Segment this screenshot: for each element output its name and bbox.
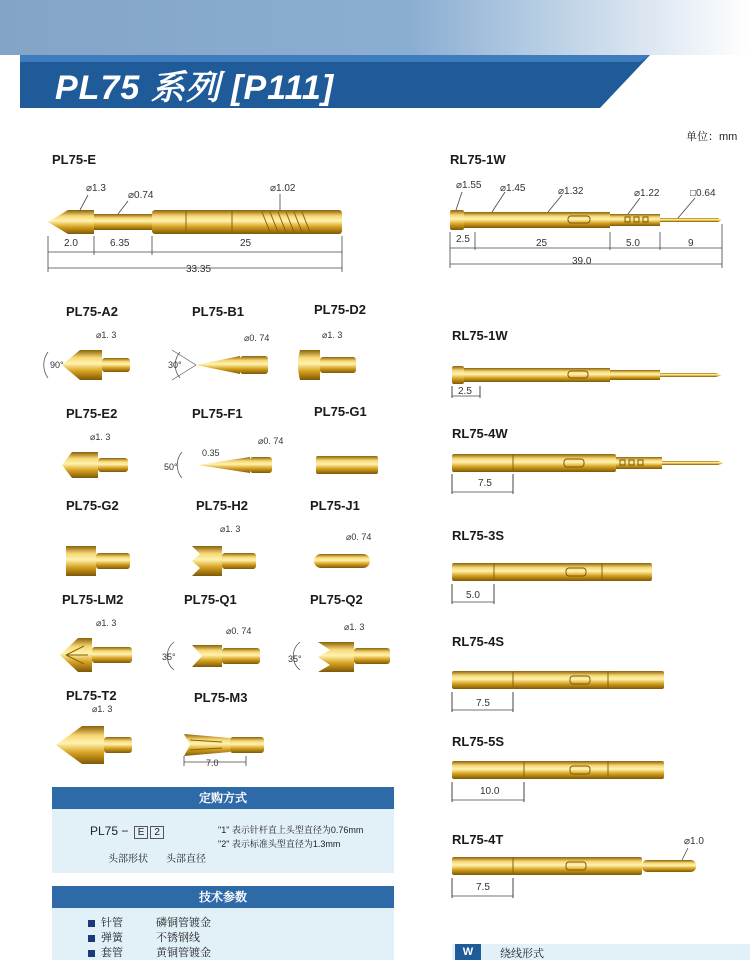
tip-m3 (184, 734, 264, 766)
rec-5s-dim: 10.0 (480, 786, 500, 797)
wiring-tag: W (455, 944, 481, 960)
tip-g2-label: PL75-G2 (66, 498, 119, 513)
order-cap1: 头部形状 (108, 854, 148, 865)
tip-f1-dim: ⌀0. 74 (258, 436, 284, 446)
tip-f1-label: PL75-F1 (192, 406, 243, 421)
tip-b1-angle: 30° (168, 360, 182, 370)
order-code-e: E (134, 826, 149, 839)
tip-g1-label: PL75-G1 (314, 404, 367, 419)
spec-value: 磷铜管镀金 (156, 917, 211, 929)
tip-f1 (177, 452, 272, 478)
rl75-1w-d5: □0.64 (690, 188, 716, 199)
tip-d2 (298, 350, 356, 380)
pl75e-len-total: 33.35 (186, 264, 212, 275)
pl75e-len-body: 25 (240, 238, 252, 249)
tip-a2-angle: 90° (50, 360, 64, 370)
rec-5s-label: RL75-5S (452, 734, 505, 749)
rl75-1w-l1: 2.5 (456, 234, 470, 245)
tip-a2-dim: ⌀1. 3 (96, 330, 117, 340)
rec-4w-label: RL75-4W (452, 426, 508, 441)
tip-a2-label: PL75-A2 (66, 304, 119, 319)
pl75e-label: PL75-E (52, 152, 97, 167)
tip-lm2-label: PL75-LM2 (62, 592, 124, 607)
tip-e2-label: PL75-E2 (66, 406, 118, 421)
rec-4t-dim2: ⌀1.0 (684, 836, 704, 847)
rl75-1w-l4: 9 (688, 238, 694, 249)
tip-q2 (293, 642, 390, 672)
rl75-1w-d1: ⌀1.55 (456, 180, 482, 191)
tip-j1 (314, 554, 370, 568)
pl75e-d-tube: ⌀1.02 (270, 183, 296, 194)
tip-lm2-dim: ⌀1. 3 (96, 618, 117, 628)
tip-q2-angle: 35° (288, 654, 302, 664)
tip-b1 (172, 350, 268, 380)
rec-4w (452, 454, 724, 494)
rec-4t-label: RL75-4T (452, 832, 504, 847)
rl75-1w-top-label: RL75-1W (450, 152, 506, 167)
spec-row: 针管 (88, 914, 123, 930)
tip-f1-angle: 50° (164, 462, 178, 472)
tip-q1-dim: ⌀0. 74 (226, 626, 252, 636)
pl75e-len-mid: 6.35 (110, 238, 130, 249)
rec-3s (452, 563, 652, 604)
tip-g2 (66, 546, 130, 576)
order-note2: "2" 表示标准头型直径为1.3mm (218, 839, 341, 849)
order-code (90, 824, 164, 839)
tip-q2-dim: ⌀1. 3 (344, 622, 365, 632)
rec-4s-dim: 7.5 (476, 698, 490, 709)
tip-e2 (62, 452, 128, 478)
tip-m3-dim: 7.0 (206, 758, 219, 768)
tip-h2-dim: ⌀1. 3 (220, 524, 241, 534)
order-note1: "1" 表示针杆直上头型直径为0.76mm (218, 825, 364, 835)
rec-1w (452, 366, 722, 398)
rl75-1w-d2: ⌀1.45 (500, 183, 526, 194)
rec-1w-dim: 2.5 (458, 386, 472, 397)
tip-lm2 (60, 638, 132, 672)
tip-h2-label: PL75-H2 (196, 498, 249, 513)
tip-f1-dim2: 0.35 (202, 448, 220, 458)
tip-q1 (167, 642, 260, 670)
pl75e-d-barrel: ⌀0.74 (128, 190, 154, 201)
unit-label: 单位：mm (686, 131, 738, 143)
rec-3s-label: RL75-3S (452, 528, 505, 543)
spec-row: 弹簧 (88, 929, 123, 945)
page-title: PL75 系列 [P111] (55, 69, 335, 107)
order-code-prefix: PL75 − (90, 824, 129, 838)
tip-h2 (192, 546, 256, 576)
order-cap2: 头部直径 (166, 854, 206, 865)
rec-4t-dim: 7.5 (476, 882, 490, 893)
rl75-1w-total: 39.0 (572, 256, 592, 267)
rec-1w-label: RL75-1W (452, 328, 508, 343)
tip-d2-dim: ⌀1. 3 (322, 330, 343, 340)
order-panel-title: 定购方式 (52, 787, 394, 809)
tip-q1-angle: 35° (162, 652, 176, 662)
rl75-1w-l3: 5.0 (626, 238, 640, 249)
rl75-1w-d4: ⌀1.22 (634, 188, 660, 199)
wiring-bar (452, 944, 750, 960)
order-code-n: 2 (150, 826, 164, 839)
rec-3s-dim: 5.0 (466, 590, 480, 601)
tip-m3-label: PL75-M3 (194, 690, 248, 705)
tip-b1-dim: ⌀0. 74 (244, 333, 270, 343)
tip-q2-label: PL75-Q2 (310, 592, 363, 607)
rec-4s-label: RL75-4S (452, 634, 505, 649)
tip-t2-label: PL75-T2 (66, 688, 117, 703)
pl75e-probe (48, 210, 342, 234)
spec-value: 不锈钢线 (156, 932, 200, 944)
rl75-1w-l2: 25 (536, 238, 548, 249)
tip-j1-dim: ⌀0. 74 (346, 532, 372, 542)
rec-4w-dim: 7.5 (478, 478, 492, 489)
tip-t2 (56, 726, 132, 764)
tip-t2-dim: ⌀1. 3 (92, 704, 113, 714)
wiring-label: 绕线形式 (500, 948, 544, 960)
tip-j1-label: PL75-J1 (310, 498, 360, 513)
specs-panel-title: 技术参数 (52, 886, 394, 908)
spec-value: 黄铜管镀金 (156, 947, 211, 959)
tip-d2-label: PL75-D2 (314, 302, 367, 317)
tip-q1-label: PL75-Q1 (184, 592, 237, 607)
pl75e-d-tip: ⌀1.3 (86, 183, 106, 194)
tip-b1-label: PL75-B1 (192, 304, 245, 319)
tip-g1 (316, 456, 378, 474)
spec-row: 套管 (88, 944, 123, 960)
pl75e-len-tip: 2.0 (64, 238, 78, 249)
tip-e2-dim: ⌀1. 3 (90, 432, 111, 442)
rl75-1w-d3: ⌀1.32 (558, 186, 584, 197)
rl75-1w-top-probe (450, 210, 722, 230)
